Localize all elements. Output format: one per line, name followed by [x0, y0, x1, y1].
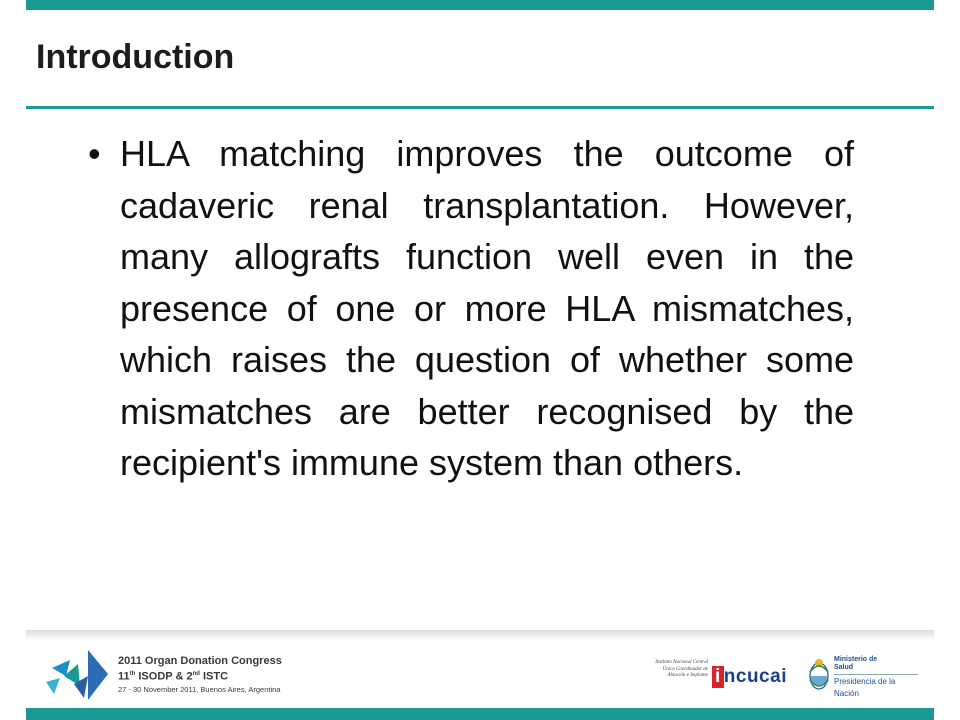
ministerio-line2: Salud — [834, 664, 854, 671]
ministerio-line1: Ministerio de — [834, 656, 878, 663]
bullet-dot: • — [88, 133, 101, 174]
congress-title: 2011 Organ Donation Congress — [118, 655, 282, 667]
incucai-caption: Instituto Nacional Central Único Coordinador de Ablación e Implante — [655, 660, 708, 678]
footer-shadow-divider — [26, 630, 934, 640]
bottom-accent-bar — [26, 708, 934, 720]
congress-dates: 27 - 30 November 2011, Buenos Aires, Argentina — [118, 684, 281, 694]
logo-shape-lightblue — [46, 678, 60, 694]
ministerio-line3: Presidencia de la Nación — [834, 674, 918, 700]
incucai-logo-i: i — [712, 666, 724, 688]
coat-of-arms-icon — [808, 658, 830, 692]
bullet-text: HLA matching improves the outcome of cadaveric renal transplantation. However, many allografts function well even in the presence of one or more HLA mismatches, which raises the question of whether some mismatches are better recognised by the recipient's immune system than others. — [120, 133, 854, 483]
congress-caption — [118, 655, 282, 696]
top-accent-bar — [26, 0, 934, 10]
congress-subtitle: 11th ISODP & 2nd ISTC — [118, 670, 229, 683]
bullet-item — [88, 128, 854, 489]
ministerio-text — [834, 656, 918, 700]
slide-body — [88, 128, 854, 489]
incucai-logo-block — [650, 658, 800, 694]
title-underline — [26, 106, 934, 109]
ministerio-logo-block — [808, 654, 918, 698]
slide-title: Introduction — [36, 38, 235, 76]
incucai-logo-rest: ncucai — [723, 666, 787, 687]
logo-arrow — [88, 650, 108, 700]
incucai-logo — [712, 666, 787, 688]
